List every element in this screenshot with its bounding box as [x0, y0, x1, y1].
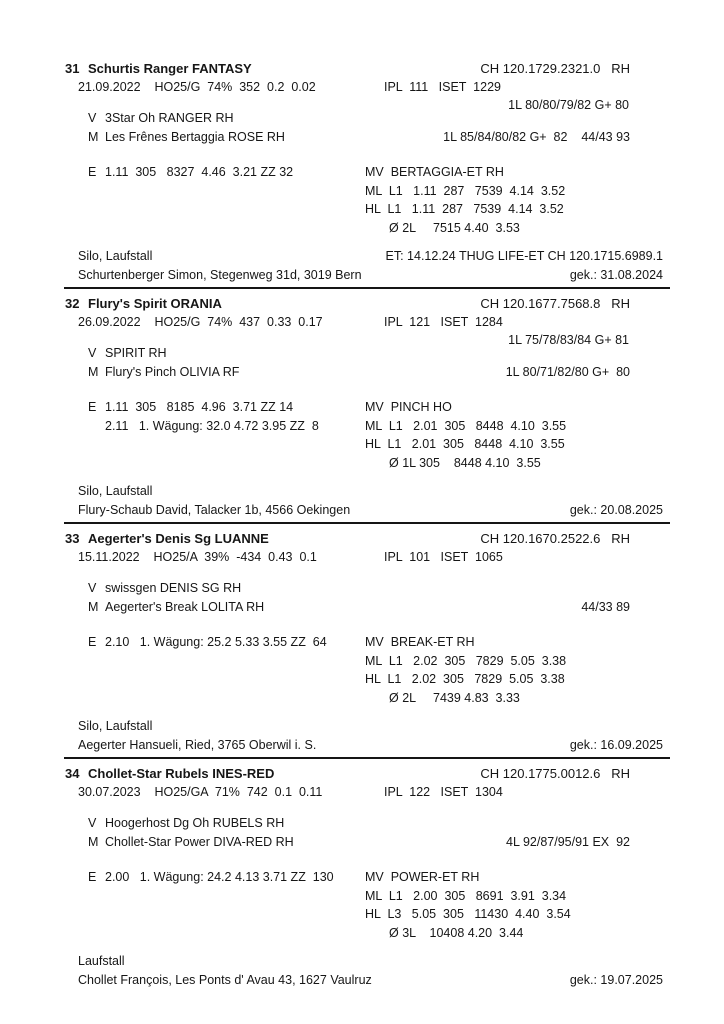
dam-lactation-hl: HL L1 2.02 305 7829 5.05 3.38	[365, 672, 565, 686]
birth-info-line: 30.07.2023 HO25/GA 71% 742 0.1 0.11	[78, 785, 323, 799]
sire-label: V	[88, 581, 97, 595]
dam-name: Flury's Pinch OLIVIA RF	[105, 364, 240, 379]
dam-lactation-hl: HL L1 2.01 305 8448 4.10 3.55	[365, 437, 565, 451]
ipl-iset-values: IPL 122 ISET 1304	[384, 785, 503, 799]
dam-label: M	[88, 129, 99, 144]
dam-lactation-avg: Ø 2L 7439 4.83 3.33	[389, 690, 520, 705]
ipl-iset-values: IPL 121 ISET 1284	[384, 315, 503, 329]
catalog-entry-34	[0, 766, 724, 1001]
dam-lactation-hl: HL L1 1.11 287 7539 4.14 3.52	[365, 202, 564, 216]
dam-lactation-hl: HL L3 5.05 305 11430 4.40 3.54	[365, 907, 571, 921]
sire-label: V	[88, 816, 97, 830]
dam-label: M	[88, 364, 99, 379]
performance-line-1: 1.11 305 8327 4.46 3.21 ZZ 32	[105, 165, 294, 179]
performance-line-1: 2.10 1. Wägung: 25.2 5.33 3.55 ZZ 64	[105, 635, 327, 649]
ch-id: CH 120.1677.7568.8 RH	[480, 296, 630, 311]
dam-sire-line: MV POWER-ET RH	[365, 870, 480, 884]
entry-separator	[64, 757, 670, 759]
sire-label: V	[88, 111, 97, 125]
ch-id: CH 120.1729.2321.0 RH	[480, 61, 630, 76]
registration-date: gek.: 20.08.2025	[569, 502, 663, 517]
catalog-entry-33	[0, 531, 724, 766]
housing-info: Laufstall	[78, 954, 125, 968]
dam-score: 1L 85/84/80/82 G+ 82 44/43 93	[443, 129, 630, 144]
dam-lactation-avg: Ø 2L 7515 4.40 3.53	[389, 220, 520, 235]
performance-label: E	[88, 165, 97, 179]
ch-id: CH 120.1670.2522.6 RH	[480, 531, 630, 546]
owner-address: Schurtenberger Simon, Stegenweg 31d, 3019 Bern	[78, 267, 362, 282]
owner-address: Chollet François, Les Ponts d' Avau 43, 1627 Vaulruz	[78, 972, 372, 987]
housing-info: Silo, Laufstall	[78, 249, 153, 263]
dam-lactation-avg: Ø 1L 305 8448 4.10 3.55	[389, 455, 541, 470]
ipl-iset-values: IPL 101 ISET 1065	[384, 550, 503, 564]
registration-date: gek.: 19.07.2025	[569, 972, 663, 987]
lactation-score: 1L 75/78/83/84 G+ 81	[508, 333, 629, 347]
animal-name: Schurtis Ranger FANTASY	[88, 61, 252, 76]
performance-line-1: 1.11 305 8185 4.96 3.71 ZZ 14	[105, 400, 294, 414]
registration-date: gek.: 31.08.2024	[569, 267, 663, 282]
entry-number: 33	[65, 531, 80, 546]
sire-name: SPIRIT RH	[105, 346, 167, 360]
sire-name: Hoogerhost Dg Oh RUBELS RH	[105, 816, 285, 830]
dam-lactation-ml: ML L1 1.11 287 7539 4.14 3.52	[365, 183, 566, 198]
dam-score: 1L 80/71/82/80 G+ 80	[505, 364, 630, 379]
sire-name: 3Star Oh RANGER RH	[105, 111, 234, 125]
registration-date: gek.: 16.09.2025	[569, 737, 663, 752]
entry-separator	[64, 287, 670, 289]
ch-id: CH 120.1775.0012.6 RH	[480, 766, 630, 781]
owner-address: Flury-Schaub David, Talacker 1b, 4566 Oekingen	[78, 502, 351, 517]
dam-score: 4L 92/87/95/91 EX 92	[506, 834, 630, 849]
dam-lactation-ml: ML L1 2.01 305 8448 4.10 3.55	[365, 418, 567, 433]
birth-info-line: 21.09.2022 HO25/G 74% 352 0.2 0.02	[78, 80, 316, 94]
animal-name: Aegerter's Denis Sg LUANNE	[88, 531, 269, 546]
catalog-entry-32	[0, 296, 724, 531]
animal-name: Flury's Spirit ORANIA	[88, 296, 222, 311]
owner-address: Aegerter Hansueli, Ried, 3765 Oberwil i. S.	[78, 737, 317, 752]
et-note: ET: 14.12.24 THUG LIFE-ET CH 120.1715.6989.1	[385, 249, 663, 263]
sire-name: swissgen DENIS SG RH	[105, 581, 242, 595]
performance-line-1: 2.00 1. Wägung: 24.2 4.13 3.71 ZZ 130	[105, 870, 334, 884]
sire-label: V	[88, 346, 97, 360]
birth-info-line: 26.09.2022 HO25/G 74% 437 0.33 0.17	[78, 315, 323, 329]
dam-sire-line: MV BREAK-ET RH	[365, 635, 475, 649]
entry-number: 32	[65, 296, 80, 311]
dam-lactation-ml: ML L1 2.00 305 8691 3.91 3.34	[365, 888, 567, 903]
dam-sire-line: MV BERTAGGIA-ET RH	[365, 165, 504, 179]
performance-label: E	[88, 400, 97, 414]
entry-number: 31	[65, 61, 80, 76]
entry-number: 34	[65, 766, 80, 781]
dam-label: M	[88, 834, 99, 849]
housing-info: Silo, Laufstall	[78, 719, 153, 733]
catalog-entry-31	[0, 61, 724, 296]
performance-label: E	[88, 870, 97, 884]
performance-line-2: 2.11 1. Wägung: 32.0 4.72 3.95 ZZ 8	[105, 418, 319, 433]
housing-info: Silo, Laufstall	[78, 484, 153, 498]
animal-name: Chollet-Star Rubels INES-RED	[88, 766, 275, 781]
dam-label: M	[88, 599, 99, 614]
dam-name: Aegerter's Break LOLITA RH	[105, 599, 265, 614]
dam-name: Les Frênes Bertaggia ROSE RH	[105, 129, 285, 144]
dam-sire-line: MV PINCH HO	[365, 400, 452, 414]
performance-label: E	[88, 635, 97, 649]
dam-score: 44/33 89	[581, 599, 630, 614]
birth-info-line: 15.11.2022 HO25/A 39% -434 0.43 0.1	[78, 550, 317, 564]
lactation-score: 1L 80/80/79/82 G+ 80	[508, 98, 629, 112]
dam-lactation-ml: ML L1 2.02 305 7829 5.05 3.38	[365, 653, 567, 668]
ipl-iset-values: IPL 111 ISET 1229	[384, 80, 501, 94]
dam-name: Chollet-Star Power DIVA-RED RH	[105, 834, 294, 849]
dam-lactation-avg: Ø 3L 10408 4.20 3.44	[389, 925, 524, 940]
entry-separator	[64, 522, 670, 524]
